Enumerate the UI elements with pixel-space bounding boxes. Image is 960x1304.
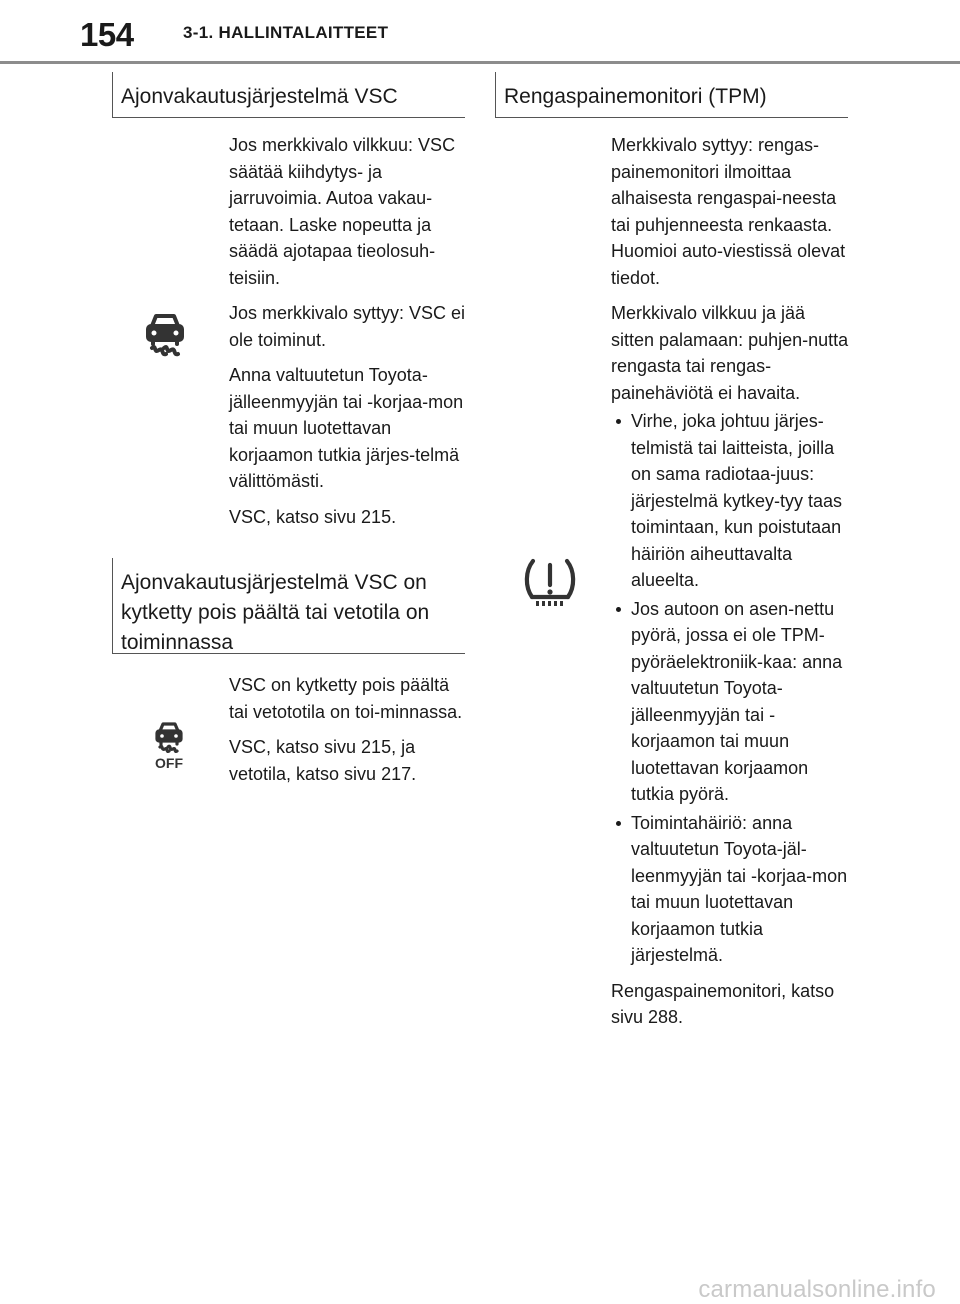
vsc-warning-icon (143, 310, 187, 362)
tpm-bullet-list (611, 408, 851, 969)
vsc-text-block (229, 132, 469, 539)
tpm-on-text: Merkkivalo syttyy: rengas-painemonitori ilmoittaa alhaisesta rengaspai-neesta tai puhjenneesta renkaasta. Huomioi auto-viestissä olevat tiedot. (611, 135, 846, 288)
list-item: Virhe, joka johtuu järjes-telmistä tai laitteista, joilla on sama radiotaa-juus: järjestelmä kytkey-tyy taas toimintaan, kun poistutaan häiriön aiheuttavalta alueelta. (611, 408, 851, 594)
vsc-flashing-text: Jos merkkivalo vilkkuu: VSC säätää kiihdytys- ja jarruvoimia. Autoa vakau-tetaan. Laske nopeutta ja säädä ajotapaa tieolosuh-teisiin. (229, 135, 456, 288)
vsc-off-reference-text: VSC, katso sivu 215, ja vetotila, katso sivu 217. (229, 737, 417, 784)
header-divider (0, 61, 960, 64)
section-heading-vsc (112, 72, 465, 118)
tire-pressure-warning-icon (522, 557, 578, 609)
page-number: 154 (80, 16, 134, 53)
section-heading-tpm (495, 72, 848, 118)
section-heading-vsc-text: Ajonvakautusjärjestelmä VSC (121, 85, 398, 108)
vsc-on-text: Jos merkkivalo syttyy: VSC ei ole toiminut. (229, 303, 466, 350)
footer (0, 1276, 960, 1304)
chapter-title: 3-1. HALLINTALAITTEET (183, 23, 389, 42)
vsc-off-text: VSC on kytketty pois päältä tai vetototila on toi-minnassa. (229, 675, 463, 722)
section-heading-vsc-off (112, 558, 465, 654)
tpm-reference-text: Rengaspainemonitori, katso sivu 288. (611, 980, 835, 1027)
vsc-off-text-block (229, 672, 469, 796)
tpm-flash-text: Merkkivalo vilkkuu ja jää sitten palamaan: puhjen-nutta rengasta tai rengas-painehäviötä ei havaita. (611, 303, 849, 403)
vsc-dealer-text: Anna valtuutetun Toyota-jälleenmyyjän tai -korjaa-mon tai muun luotettavan korjaamon tutkia järjes-telmä välittömästi. (229, 365, 464, 491)
section-heading-vsc-off-text: Ajonvakautusjärjestelmä VSC on kytketty pois päältä tai vetotila on toiminnassa (121, 571, 430, 654)
vsc-off-icon-label: OFF (155, 755, 183, 770)
vsc-reference-text: VSC, katso sivu 215. (229, 506, 397, 527)
section-heading-tpm-text: Rengaspainemonitori (TPM) (504, 85, 767, 108)
watermark-text: carmanualsonline.info (698, 1276, 936, 1303)
vsc-off-icon (148, 720, 190, 770)
list-item: Jos autoon on asen-nettu pyörä, jossa ei ole TPM-pyöräelektroniik-kaa: anna valtuutetun Toyota-jälleenmyyjän tai -korjaamon tai muun luotettavan korjaamon tutkia pyörä. (611, 596, 851, 808)
list-item: Toimintahäiriö: anna valtuutetun Toyota-jäl-leenmyyjän tai -korjaa-mon tai muun luotettavan korjaamon tutkia järjestelmä. (611, 810, 851, 969)
tpm-text-block (611, 132, 851, 1040)
